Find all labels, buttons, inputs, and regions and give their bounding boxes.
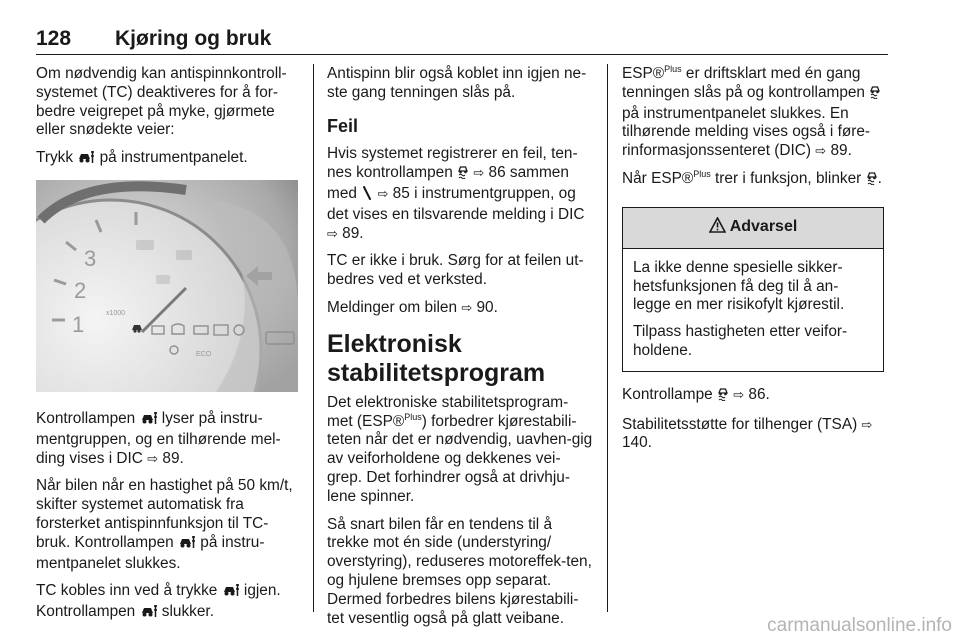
esp-skid-icon (869, 85, 881, 105)
dial-unit-label: x1000 (106, 309, 126, 317)
page-ref-arrow-icon: ⇨ (327, 225, 338, 241)
page-ref-arrow-icon: ⇨ (815, 143, 827, 159)
column-divider-right (607, 64, 608, 612)
traction-off-icon (178, 535, 196, 555)
paragraph-press: Trykk på instrumentpanelet. (36, 149, 302, 170)
dial-number-3: 3 (84, 245, 97, 271)
column-1 (36, 65, 302, 633)
paragraph-tc-intro: Om nødvendig kan antispinnkontroll-systemet (TC) deaktiveres for å for-bedre veigrepet på myke, gjørmete eller snødekte veier: (36, 65, 287, 139)
esp-skid-icon (457, 165, 469, 185)
watermark: carmanualsonline.info (767, 615, 952, 636)
page-ref-arrow-icon: ⇨ (861, 416, 873, 432)
page-number: 128 (36, 27, 72, 50)
dial-number-2: 2 (74, 277, 87, 303)
paragraph-esp-active: Når ESP®$^{Plus}$ trer i funksjon, blinker . (622, 170, 888, 191)
column-divider-left (313, 64, 314, 612)
esp-skid-icon (717, 387, 729, 407)
wrench-icon (361, 186, 373, 206)
esp-skid-icon (866, 171, 878, 191)
page-ref-arrow-icon: ⇨ (733, 386, 745, 402)
paragraph-speed: Når bilen når en hastighet på 50 km/t, skifter systemet automatisk fra forsterket antispinnfunksjon til TC-bruk. Kontrollampen på instru-mentpanelet slukkes. (36, 477, 293, 572)
header-rule (36, 54, 888, 55)
paragraph-messages: Meldinger om bilen ⇨ 90. (327, 298, 498, 316)
paragraph-esp-intro: Det elektroniske stabilitetsprogram-met (ESP®$^{Plus}$) forbedrer kjørestabili-teten når det er nødvendig, uavhen-gig av veiforholdene og dekkenes vei-grep. Det forhindrer også at drivhju-lene spinner. (327, 393, 593, 505)
dial-number-1: 1 (72, 311, 85, 337)
paragraph-tc-on: TC kobles inn ved å trykke igjen. Kontrollampen slukker. (36, 582, 302, 624)
page-ref-arrow-icon: ⇨ (147, 450, 159, 466)
paragraph-tsa: Stabilitetsstøtte for tilhenger (TSA) ⇨ 140. (622, 415, 873, 452)
traction-off-icon (140, 411, 158, 431)
paragraph-tc-not-in-use: TC er ikke i bruk. Sørg for at feilen ut-bedres ved et verksted. (327, 252, 584, 289)
warning-text-2: Tilpass hastigheten etter veifor-holdene. (633, 323, 848, 359)
page-ref-arrow-icon: ⇨ (473, 165, 485, 181)
traction-off-icon (140, 604, 158, 624)
heading-feil: Feil (327, 115, 359, 136)
warning-text-1: La ikke denne spesielle sikker-hetsfunksjonen få deg til å an-legge en mer risikofylt kjørestil. (633, 258, 845, 314)
eco-label: ECO (196, 350, 212, 358)
traction-off-icon (77, 150, 95, 170)
page-ref-arrow-icon: ⇨ (377, 185, 389, 201)
page-ref-arrow-icon: ⇨ (461, 299, 473, 315)
warning-box (622, 207, 884, 372)
instrument-cluster-image (36, 180, 298, 392)
traction-off-icon (222, 583, 240, 603)
paragraph-esp-function: Så snart bilen får en tendens til å trekke mot én side (understyring/ overstyring), reduseres motoreffek-ten, og hjulene bremses opp separat. Dermed forbedres bilens kjørestabili-tet vesentlig også på glatt veibane. (327, 515, 592, 627)
paragraph-lamp-ref: Kontrollampe ⇨ 86. (622, 386, 888, 407)
heading-esp: Elektronisk stabilitetsprogram (327, 329, 546, 387)
column-2 (327, 65, 593, 637)
warning-title: Advarsel (729, 218, 798, 236)
warning-header (623, 208, 883, 249)
paragraph-reactivate: Antispinn blir også koblet inn igjen ne-ste gang tenningen slås på. (327, 65, 587, 101)
paragraph-fault: Hvis systemet registrerer en feil, ten-nes kontrollampen ⇨ 86 sammen med ⇨ 85 i instrumentgruppen, og det vises en tilsvarende melding i DIC ⇨ 89. (327, 145, 585, 242)
warning-body (623, 249, 883, 371)
chapter-title: Kjøring og bruk (115, 27, 272, 50)
paragraph-lamp-on: Kontrollampen lyser på instru-mentgruppen, og en tilhørende mel-ding vises i DIC ⇨ 89. (36, 409, 281, 467)
column-3 (622, 65, 888, 462)
paragraph-esp-ready: ESP®$^{Plus}$ er driftsklart med én gang tenningen slås på og kontrollampen på instrumentpanelet slukkes. En tilhørende melding vises også i føre-rinformasjonssenteret (DIC) ⇨ 89. (622, 65, 888, 161)
warning-triangle-icon (709, 217, 726, 239)
